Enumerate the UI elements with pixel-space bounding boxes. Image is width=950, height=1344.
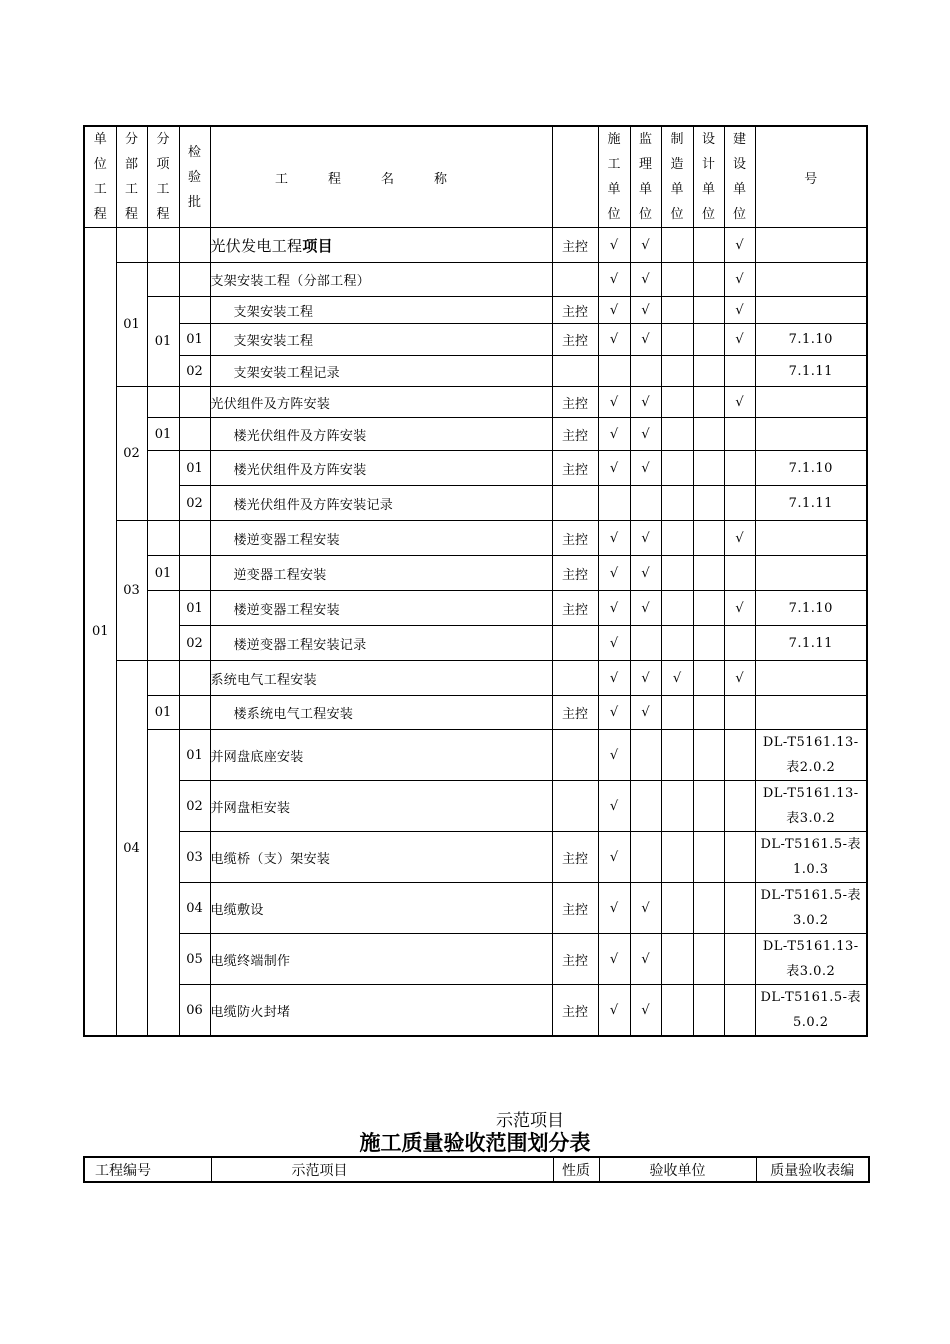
check-construction: √ [598, 418, 630, 451]
form-no-line1: DL-T5161.13- [762, 786, 859, 801]
check-supervision: √ [630, 985, 661, 1037]
form-no-line2: 表3.0.2 [786, 811, 836, 826]
check-supervision: √ [630, 228, 661, 263]
lot-code: 01 [179, 451, 210, 486]
item-name: 电缆终端制作 [210, 934, 552, 985]
subitem-code: 01 [147, 297, 179, 387]
check-manufacturing [661, 883, 693, 934]
check-construction: √ [598, 324, 630, 356]
table-row [84, 418, 867, 451]
header-supervision-unit: 监 理 单 位 [630, 126, 661, 228]
footer-col-units: 验收单位 [599, 1157, 756, 1182]
check-design [693, 934, 724, 985]
item-name: 支架安装工程记录 [210, 356, 552, 387]
form-no-line1: DL-T5161.5-表 [760, 888, 862, 903]
item-nature: 主控 [552, 883, 598, 934]
form-no-line2: 5.0.2 [792, 1015, 829, 1030]
check-design [693, 696, 724, 730]
form-no [755, 387, 867, 418]
check-manufacturing [661, 934, 693, 985]
item-nature: 主控 [552, 591, 598, 626]
check-supervision: √ [630, 591, 661, 626]
check-design [693, 591, 724, 626]
check-supervision: √ [630, 696, 661, 730]
check-construction: √ [598, 591, 630, 626]
lot-code: 01 [179, 591, 210, 626]
check-construction: √ [598, 832, 630, 883]
item-nature: 主控 [552, 934, 598, 985]
check-construction: √ [598, 263, 630, 297]
table-row [84, 985, 867, 1037]
check-design [693, 883, 724, 934]
check-owner: √ [724, 263, 755, 297]
check-owner [724, 832, 755, 883]
check-design [693, 521, 724, 556]
item-nature: 主控 [552, 297, 598, 324]
empty-cell [147, 521, 179, 556]
check-owner [724, 781, 755, 832]
check-manufacturing [661, 486, 693, 521]
empty-cell [147, 387, 179, 418]
check-design [693, 324, 724, 356]
form-no-line1: DL-T5161.5-表 [760, 990, 862, 1005]
check-construction: √ [598, 661, 630, 696]
table-row [84, 883, 867, 934]
form-no [755, 521, 867, 556]
item-name-bold: 项目 [302, 236, 333, 255]
check-supervision: √ [630, 263, 661, 297]
header-manufacturing-unit: 制 造 单 位 [661, 126, 693, 228]
empty-cell [179, 521, 210, 556]
empty-cell [179, 556, 210, 591]
check-owner [724, 451, 755, 486]
form-no-line1: DL-T5161.13- [762, 735, 859, 750]
form-no [755, 934, 867, 985]
empty-cell [179, 387, 210, 418]
item-nature: 主控 [552, 521, 598, 556]
check-supervision: √ [630, 451, 661, 486]
division-code: 03 [116, 521, 147, 661]
form-no-line2: 表3.0.2 [786, 964, 836, 979]
check-construction: √ [598, 934, 630, 985]
check-owner: √ [724, 591, 755, 626]
empty-cell [147, 591, 179, 661]
check-design [693, 228, 724, 263]
check-construction: √ [598, 985, 630, 1037]
check-owner [724, 556, 755, 591]
header-owner-unit: 建 设 单 位 [724, 126, 755, 228]
item-nature: 主控 [552, 451, 598, 486]
check-design [693, 556, 724, 591]
check-supervision: √ [630, 324, 661, 356]
check-construction [598, 486, 630, 521]
table-row [84, 451, 867, 486]
lot-code: 03 [179, 832, 210, 883]
footer-col-code: 工程编号 [84, 1157, 211, 1182]
lot-code: 05 [179, 934, 210, 985]
form-no [755, 556, 867, 591]
form-no [755, 696, 867, 730]
lot-code: 01 [179, 324, 210, 356]
check-construction: √ [598, 387, 630, 418]
check-construction: √ [598, 781, 630, 832]
check-manufacturing [661, 696, 693, 730]
empty-cell [179, 418, 210, 451]
table-row [84, 832, 867, 883]
lot-code: 01 [179, 730, 210, 781]
item-name: 并网盘柜安装 [210, 781, 552, 832]
check-manufacturing [661, 356, 693, 387]
check-supervision [630, 356, 661, 387]
empty-cell [179, 297, 210, 324]
item-nature: 主控 [552, 832, 598, 883]
footer-col-nature: 性质 [553, 1157, 599, 1182]
table-row [84, 591, 867, 626]
lot-code: 02 [179, 781, 210, 832]
check-owner [724, 626, 755, 661]
check-manufacturing [661, 781, 693, 832]
check-owner: √ [724, 297, 755, 324]
check-design [693, 781, 724, 832]
form-no-line1: DL-T5161.13- [762, 939, 859, 954]
subitem-code: 01 [147, 696, 179, 730]
header-design-unit: 设 计 单 位 [693, 126, 724, 228]
item-name: 电缆敷设 [210, 883, 552, 934]
check-construction: √ [598, 228, 630, 263]
item-nature [552, 781, 598, 832]
check-construction: √ [598, 451, 630, 486]
empty-cell [147, 451, 179, 521]
table-row [84, 781, 867, 832]
item-nature [552, 730, 598, 781]
item-name: 支架安装工程 [210, 324, 552, 356]
check-owner: √ [724, 387, 755, 418]
table-row [84, 297, 867, 324]
unit-code: 01 [84, 228, 116, 1037]
table-row [84, 324, 867, 356]
form-no [755, 418, 867, 451]
item-nature [552, 626, 598, 661]
check-construction: √ [598, 297, 630, 324]
check-design [693, 356, 724, 387]
check-construction: √ [598, 730, 630, 781]
check-manufacturing [661, 591, 693, 626]
check-design [693, 626, 724, 661]
item-nature [552, 486, 598, 521]
footer-col-project: 示范项目 [211, 1157, 553, 1182]
division-code: 02 [116, 387, 147, 521]
lot-code: 04 [179, 883, 210, 934]
check-design [693, 985, 724, 1037]
check-supervision [630, 486, 661, 521]
item-nature: 主控 [552, 228, 598, 263]
check-design [693, 263, 724, 297]
footer-title: 施工质量验收范围划分表 [359, 1131, 591, 1155]
form-no [755, 297, 867, 324]
form-no: 7.1.10 [755, 451, 867, 486]
empty-cell [116, 228, 147, 263]
check-owner: √ [724, 521, 755, 556]
table-row [84, 486, 867, 521]
lot-code: 02 [179, 486, 210, 521]
form-no-line2: 表2.0.2 [786, 760, 836, 775]
form-no [755, 832, 867, 883]
check-owner [724, 696, 755, 730]
check-supervision: √ [630, 556, 661, 591]
item-nature: 主控 [552, 418, 598, 451]
item-name: 楼光伏组件及方阵安装 [210, 451, 552, 486]
form-no: 7.1.11 [755, 486, 867, 521]
lot-code: 06 [179, 985, 210, 1037]
check-owner [724, 985, 755, 1037]
table-row [84, 934, 867, 985]
form-no [755, 985, 867, 1037]
item-name: 电缆防火封堵 [210, 985, 552, 1037]
check-construction: √ [598, 696, 630, 730]
check-manufacturing [661, 626, 693, 661]
table-row [84, 730, 867, 781]
footer-col-form: 质量验收表编 [756, 1157, 869, 1182]
check-supervision: √ [630, 661, 661, 696]
check-owner: √ [724, 661, 755, 696]
item-name: 楼逆变器工程安装 [210, 521, 552, 556]
form-no-line2: 3.0.2 [792, 913, 829, 928]
table-row [84, 626, 867, 661]
division-table [83, 125, 868, 1037]
empty-cell [147, 228, 179, 263]
form-no: 7.1.11 [755, 356, 867, 387]
item-name: 楼逆变器工程安装 [210, 591, 552, 626]
check-supervision [630, 781, 661, 832]
item-name: 逆变器工程安装 [210, 556, 552, 591]
check-manufacturing [661, 832, 693, 883]
item-name: 系统电气工程安装 [210, 661, 552, 696]
item-name: 楼系统电气工程安装 [210, 696, 552, 730]
empty-cell [179, 228, 210, 263]
check-design [693, 451, 724, 486]
header-construction-unit: 施 工 单 位 [598, 126, 630, 228]
table-row [84, 387, 867, 418]
item-name: 并网盘底座安装 [210, 730, 552, 781]
item-name: 支架安装工程 [210, 297, 552, 324]
item-nature [552, 356, 598, 387]
check-manufacturing [661, 985, 693, 1037]
check-owner: √ [724, 228, 755, 263]
form-no-line2: 1.0.3 [792, 862, 829, 877]
check-supervision: √ [630, 883, 661, 934]
check-construction: √ [598, 626, 630, 661]
header-row [84, 126, 867, 228]
empty-cell [179, 263, 210, 297]
item-name: 光伏组件及方阵安装 [210, 387, 552, 418]
item-name-part: 光伏发电工程 [210, 236, 303, 255]
check-owner [724, 883, 755, 934]
item-nature [552, 263, 598, 297]
item-nature: 主控 [552, 556, 598, 591]
footer-header-table [83, 1156, 870, 1183]
check-supervision: √ [630, 297, 661, 324]
check-owner [724, 934, 755, 985]
check-construction [598, 356, 630, 387]
table-row [84, 521, 867, 556]
form-no [755, 781, 867, 832]
header-form-no: 号 [755, 126, 867, 228]
item-nature: 主控 [552, 387, 598, 418]
empty-cell [147, 730, 179, 1037]
empty-cell [179, 661, 210, 696]
form-no [755, 228, 867, 263]
subitem-code: 01 [147, 418, 179, 451]
check-manufacturing [661, 263, 693, 297]
form-no-line1: DL-T5161.5-表 [760, 837, 862, 852]
check-supervision: √ [630, 418, 661, 451]
check-supervision [630, 730, 661, 781]
check-owner [724, 418, 755, 451]
form-no: 7.1.10 [755, 591, 867, 626]
check-design [693, 486, 724, 521]
check-supervision: √ [630, 387, 661, 418]
check-construction: √ [598, 521, 630, 556]
form-no [755, 661, 867, 696]
check-owner [724, 486, 755, 521]
table-row [84, 696, 867, 730]
item-nature [552, 661, 598, 696]
header-nature [552, 126, 598, 228]
check-design [693, 730, 724, 781]
footer-subtitle: 示范项目 [496, 1111, 564, 1131]
check-manufacturing [661, 324, 693, 356]
check-manufacturing [661, 730, 693, 781]
item-name: 楼光伏组件及方阵安装记录 [210, 486, 552, 521]
lot-code: 02 [179, 626, 210, 661]
header-division: 分 部 工 程 [116, 126, 147, 228]
item-nature: 主控 [552, 324, 598, 356]
item-name: 支架安装工程（分部工程） [210, 263, 552, 297]
check-construction: √ [598, 556, 630, 591]
check-manufacturing: √ [661, 661, 693, 696]
form-no [755, 263, 867, 297]
check-construction: √ [598, 883, 630, 934]
table-row [84, 228, 867, 263]
empty-cell [147, 661, 179, 696]
form-no [755, 883, 867, 934]
item-name: 楼光伏组件及方阵安装 [210, 418, 552, 451]
check-supervision: √ [630, 934, 661, 985]
subitem-code: 01 [147, 556, 179, 591]
check-manufacturing [661, 521, 693, 556]
check-owner [724, 356, 755, 387]
header-inspection-lot: 检 验 批 [179, 126, 210, 228]
table-row [84, 661, 867, 696]
footer-header-row [84, 1157, 869, 1182]
check-design [693, 297, 724, 324]
empty-cell [179, 696, 210, 730]
header-project-name: 工程名称 [210, 126, 552, 228]
check-manufacturing [661, 556, 693, 591]
division-code: 01 [116, 263, 147, 387]
division-code: 04 [116, 661, 147, 1037]
item-name: 楼逆变器工程安装记录 [210, 626, 552, 661]
check-owner [724, 730, 755, 781]
item-nature: 主控 [552, 985, 598, 1037]
header-unit-project: 单 位 工 程 [84, 126, 116, 228]
check-manufacturing [661, 228, 693, 263]
lot-code: 02 [179, 356, 210, 387]
form-no: 7.1.11 [755, 626, 867, 661]
table-row [84, 356, 867, 387]
check-manufacturing [661, 387, 693, 418]
check-design [693, 661, 724, 696]
check-manufacturing [661, 297, 693, 324]
check-supervision: √ [630, 521, 661, 556]
check-design [693, 418, 724, 451]
check-design [693, 832, 724, 883]
item-nature: 主控 [552, 696, 598, 730]
check-supervision [630, 832, 661, 883]
empty-cell [147, 263, 179, 297]
table-row [84, 263, 867, 297]
check-design [693, 387, 724, 418]
check-supervision [630, 626, 661, 661]
header-subitem: 分 项 工 程 [147, 126, 179, 228]
check-owner: √ [724, 324, 755, 356]
check-manufacturing [661, 418, 693, 451]
table-row [84, 556, 867, 591]
item-name: 电缆桥（支）架安装 [210, 832, 552, 883]
form-no: 7.1.10 [755, 324, 867, 356]
check-manufacturing [661, 451, 693, 486]
item-name [210, 228, 552, 263]
form-no [755, 730, 867, 781]
